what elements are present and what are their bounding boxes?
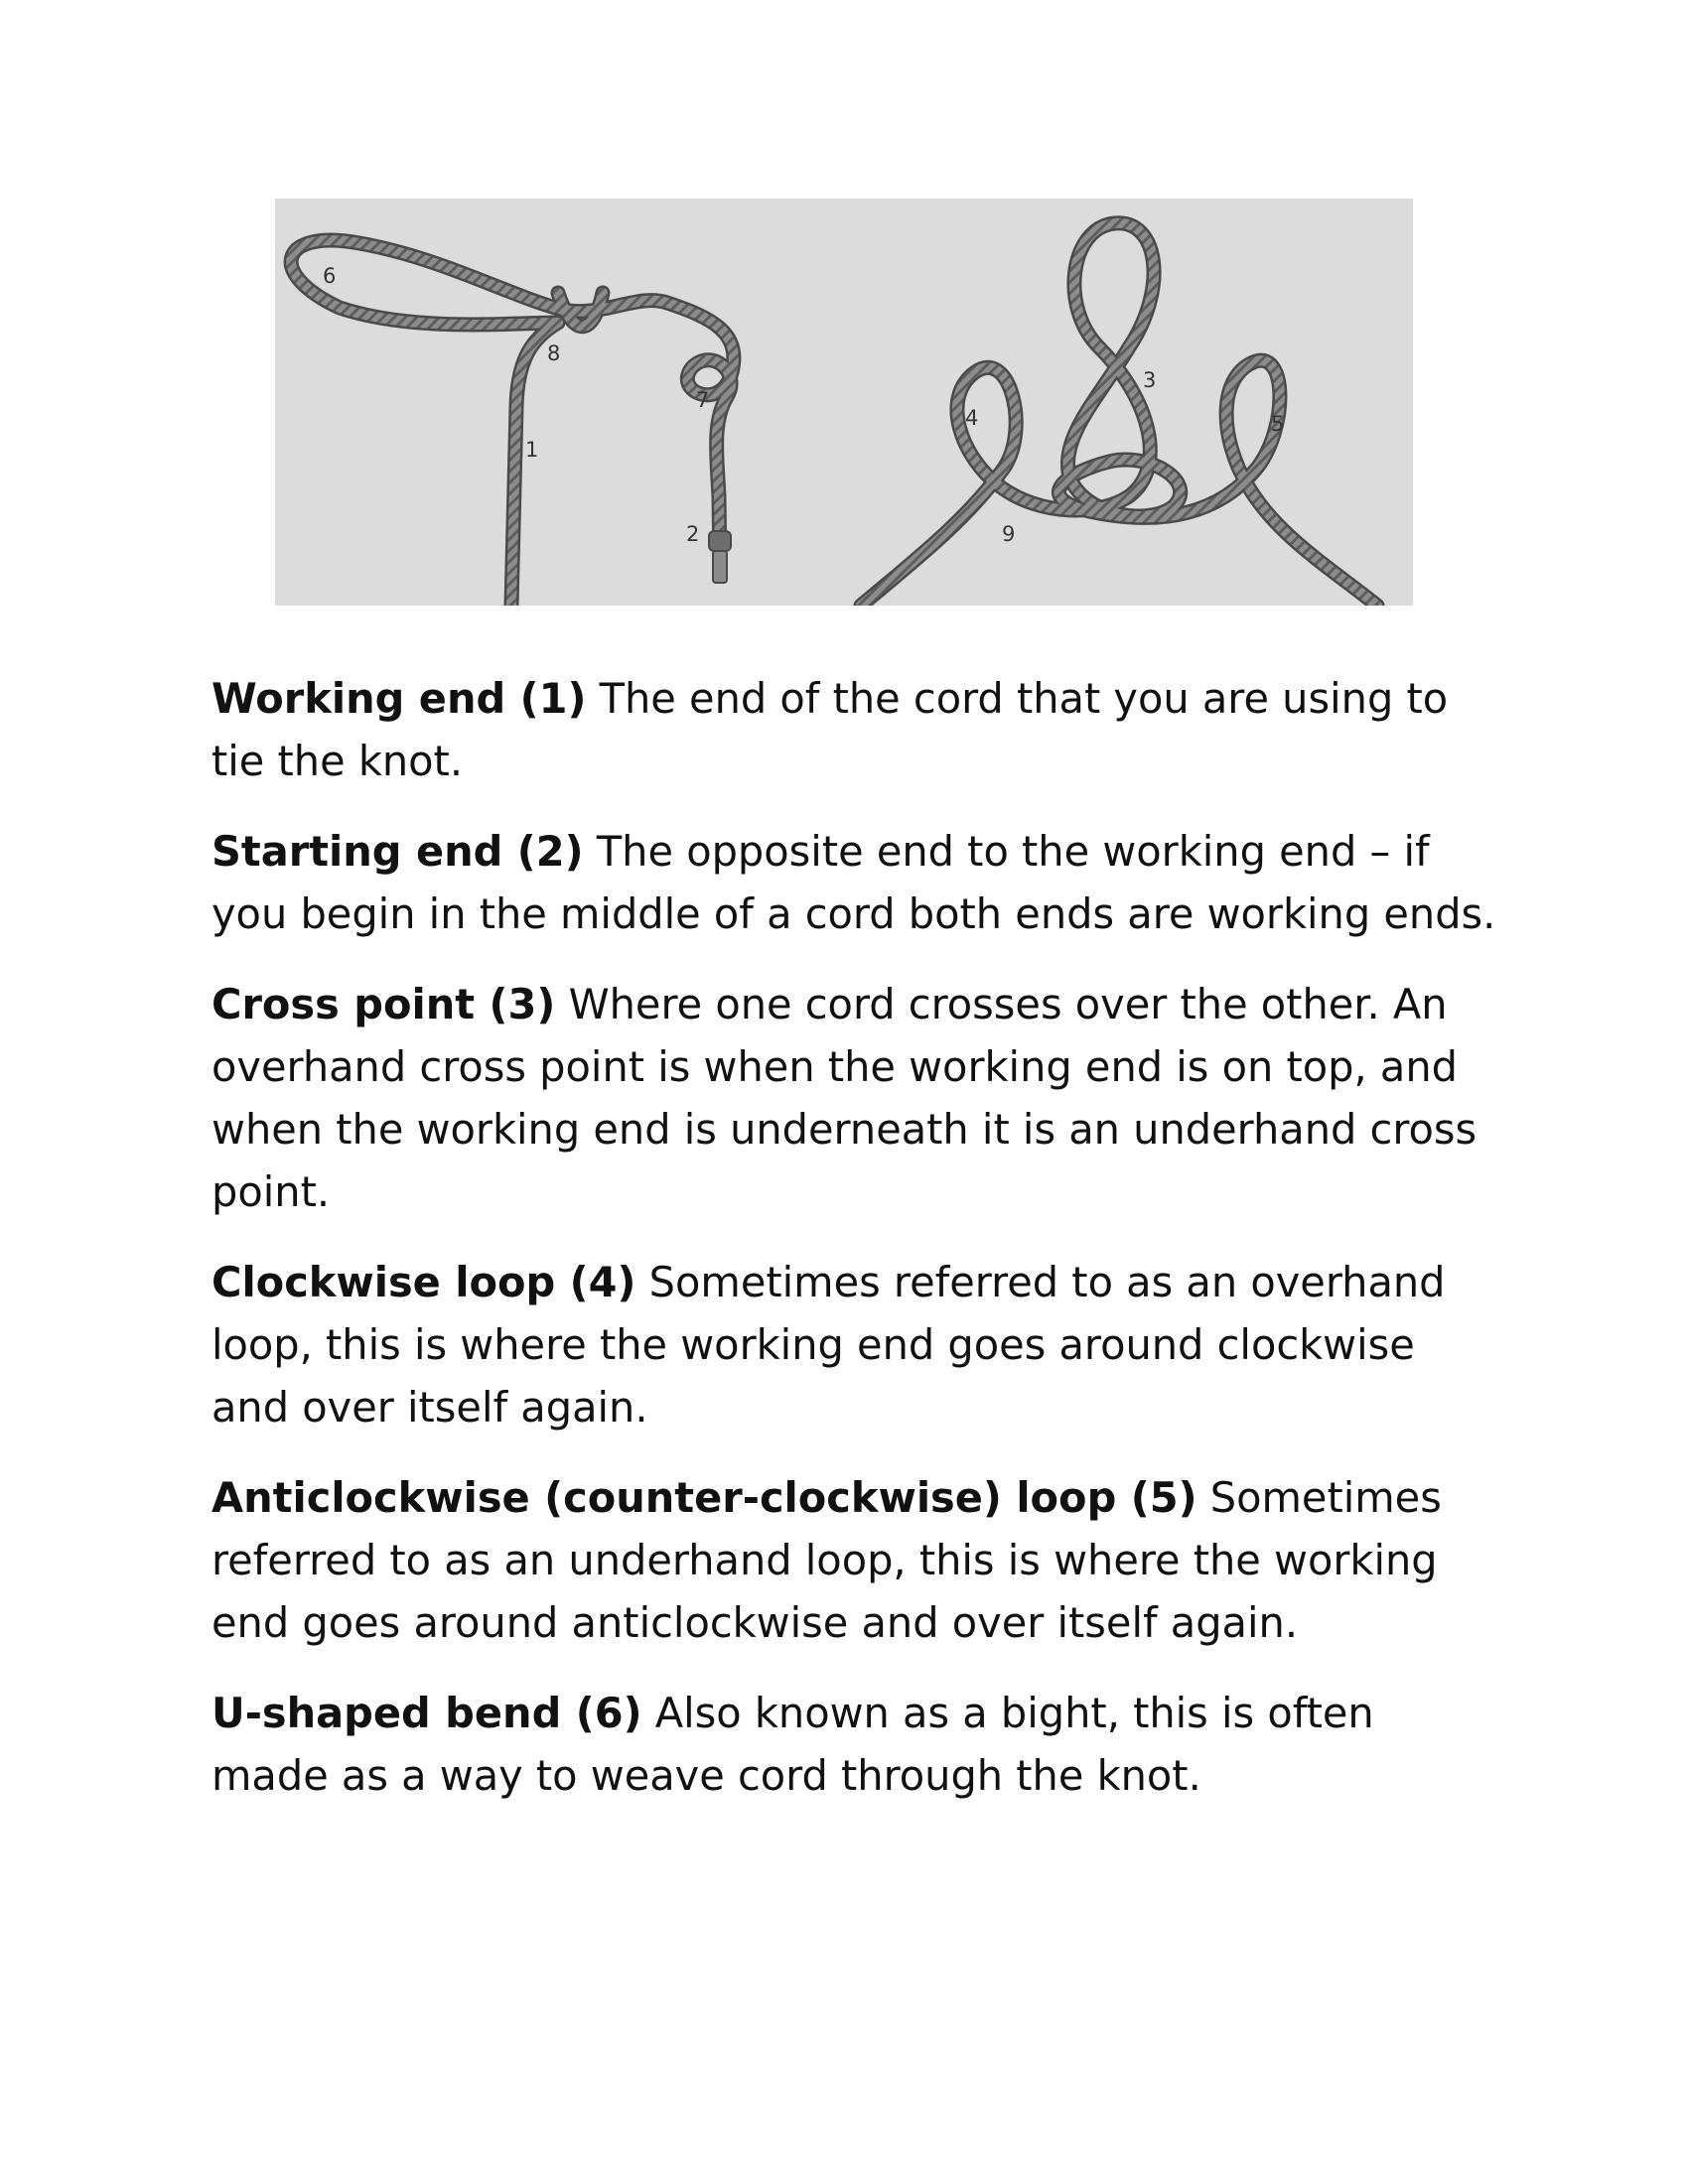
term-starting-end [211,820,1502,945]
callout-1: 1 [525,438,539,462]
callout-7: 7 [696,388,710,412]
callout-6: 6 [323,264,337,288]
callout-4: 4 [965,406,979,430]
term-definition: The end of the cord that you are using to tie the knot. [211,674,1449,785]
callout-9: 9 [1002,522,1016,546]
term-anticlockwise-loop [211,1466,1502,1654]
term-definition: The opposite end to the working end – if you begin in the middle of a cord both ends are working ends. [211,827,1496,938]
term-cross-point [211,973,1502,1223]
term-label: U-shaped bend (6) [211,1689,642,1737]
term-clockwise-loop [211,1251,1502,1438]
terms-list [211,667,1502,1835]
callout-5: 5 [1271,412,1285,436]
knot-terms-figure [275,199,1413,606]
callout-2: 2 [686,522,700,546]
callout-3: 3 [1143,368,1157,392]
term-definition: Also known as a bight, this is often made as a way to weave cord through the knot. [211,1689,1374,1800]
cord-illustration [275,199,1413,606]
term-working-end [211,667,1502,792]
term-label: Starting end (2) [211,827,584,876]
term-label: Working end (1) [211,674,587,723]
term-definition: Sometimes referred to as an underhand loop, this is where the working end goes around anticlockwise and over itself again. [211,1473,1442,1647]
term-label: Anticlockwise (counter-clockwise) loop (5) [211,1473,1197,1522]
term-definition: Sometimes referred to as an overhand loop, this is where the working end goes around clockwise and over itself again. [211,1258,1446,1432]
term-u-shaped-bend [211,1682,1502,1807]
callout-8: 8 [547,341,561,365]
term-definition: Where one cord crosses over the other. An overhand cross point is when the working end is on top, and when the working end is underneath it is an underhand cross point. [211,980,1477,1216]
term-label: Cross point (3) [211,980,556,1028]
term-label: Clockwise loop (4) [211,1258,636,1306]
